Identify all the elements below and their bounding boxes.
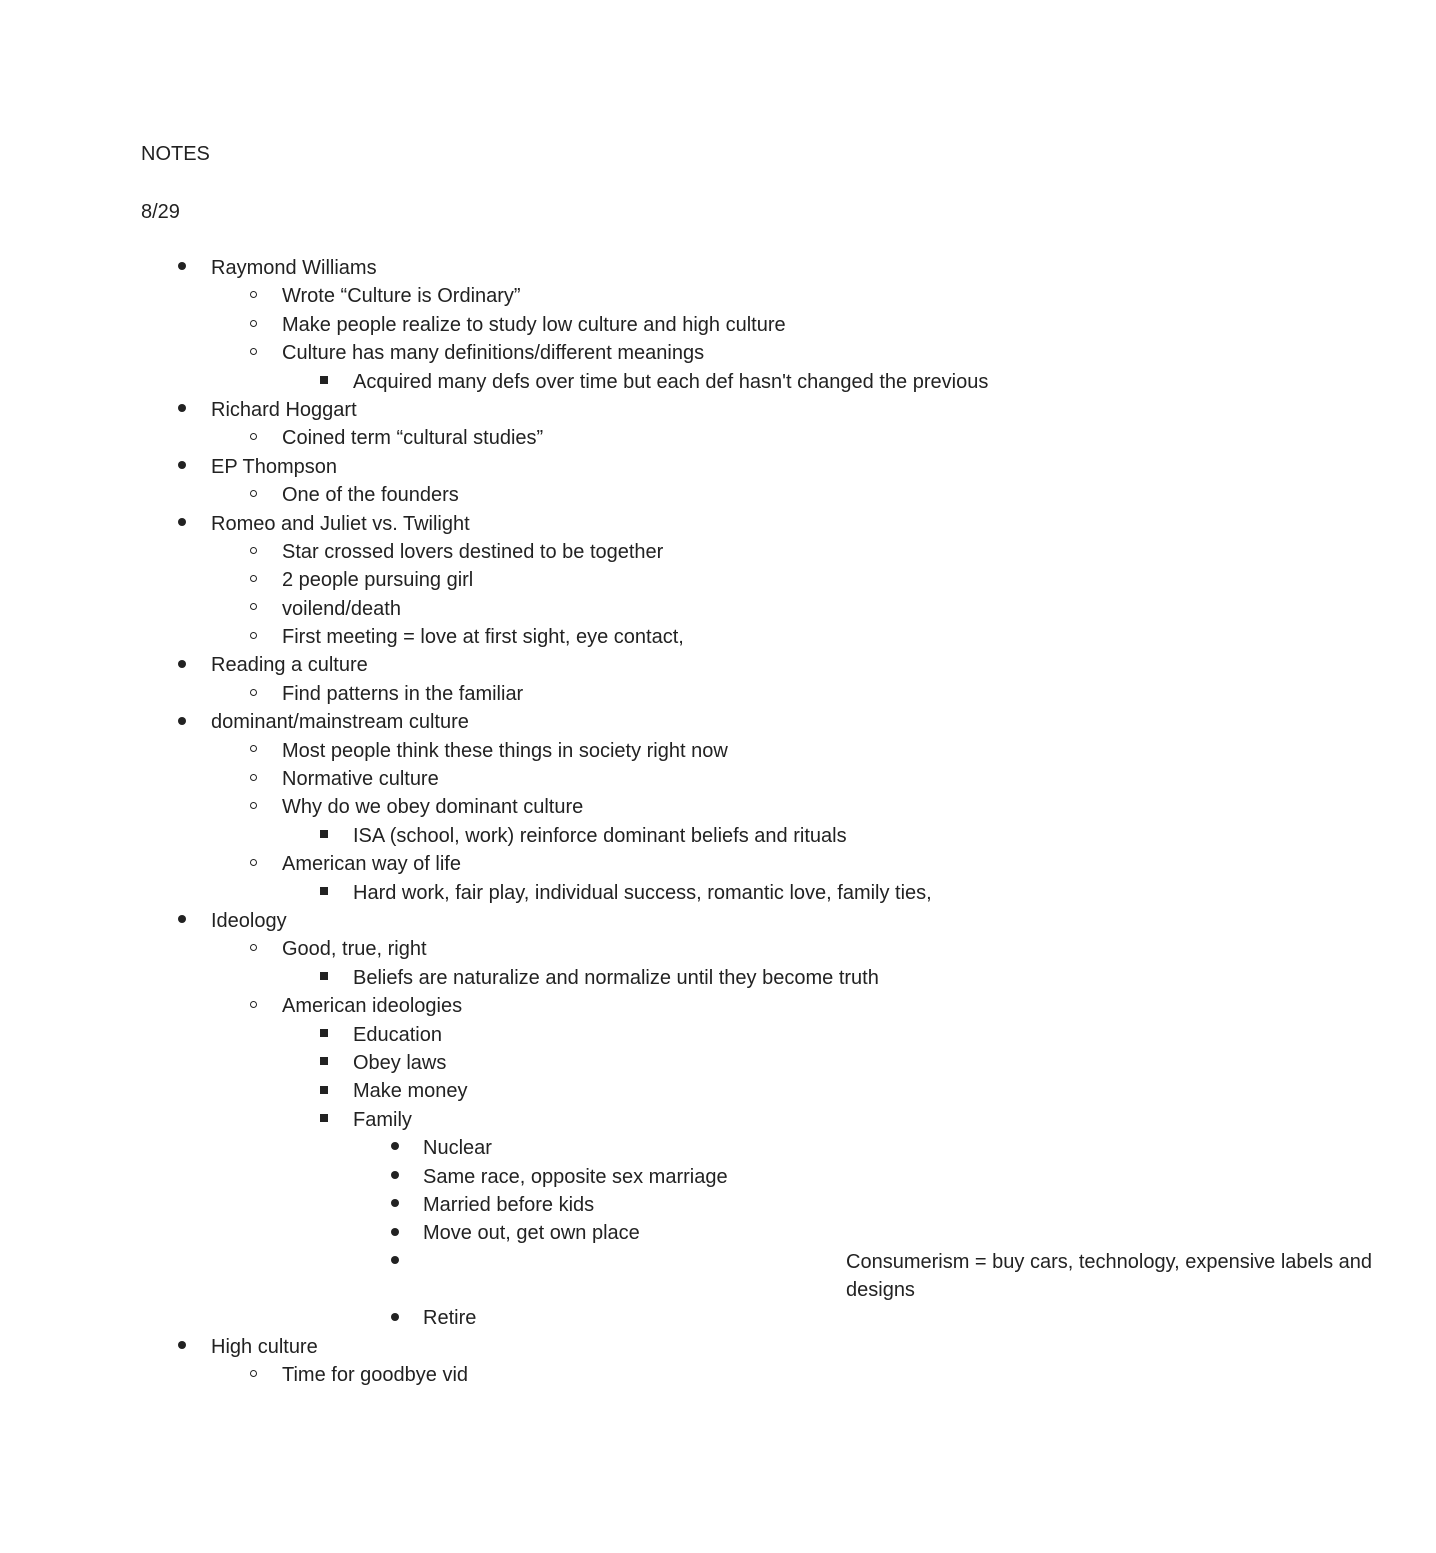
list-item (0, 311, 1200, 339)
list-item-text: Coined term “cultural studies” (282, 427, 544, 450)
list-item (0, 1191, 1200, 1219)
list-item (0, 538, 1200, 566)
hollow-bullet-icon (243, 935, 263, 963)
list-item (0, 1248, 1373, 1305)
square-bullet-icon (314, 1021, 334, 1049)
filled-bullet-icon (172, 510, 192, 538)
list-item (0, 822, 1200, 850)
filled-bullet-icon (385, 1163, 405, 1191)
list-item (0, 765, 1200, 793)
list-item-text: Retire (423, 1307, 477, 1330)
list-item (0, 481, 1200, 509)
hollow-bullet-icon (243, 623, 263, 651)
list-item-text: Make money (353, 1080, 468, 1103)
list-item-text: Beliefs are naturalize and normalize until they become truth (353, 966, 879, 989)
hollow-bullet-icon (243, 680, 263, 708)
list-item (0, 424, 1200, 452)
hollow-bullet-icon (243, 282, 263, 310)
hollow-bullet-icon (243, 339, 263, 367)
list-item-text: First meeting = love at first sight, eye contact, (282, 626, 684, 649)
hollow-bullet-icon (243, 1361, 263, 1389)
list-item-text: ISA (school, work) reinforce dominant beliefs and rituals (353, 824, 847, 847)
list-item-text: Same race, opposite sex marriage (423, 1165, 728, 1188)
list-item-text: Ideology (211, 909, 287, 932)
square-bullet-icon (314, 1077, 334, 1105)
list-item-text: Time for goodbye vid (282, 1364, 469, 1387)
list-item (0, 1304, 1200, 1332)
list-item-text: Make people realize to study low culture and high culture (282, 313, 786, 336)
square-bullet-icon (314, 1049, 334, 1077)
list-item (0, 1219, 1200, 1247)
list-item-text: Married before kids (423, 1193, 595, 1216)
list-item-text: Star crossed lovers destined to be together (282, 540, 664, 563)
list-item-text: Romeo and Juliet vs. Twilight (211, 512, 470, 535)
hollow-bullet-icon (243, 566, 263, 594)
list-item (0, 1163, 1200, 1191)
list-item-text: Richard Hoggart (211, 398, 357, 421)
list-item (0, 254, 1200, 282)
list-item-text: Good, true, right (282, 938, 427, 961)
list-item (0, 623, 1200, 651)
list-item-text: EP Thompson (211, 455, 338, 478)
list-item (0, 396, 1200, 424)
note-date: 8/29 (141, 201, 180, 223)
list-item-text: 2 people pursuing girl (282, 569, 474, 592)
list-item (0, 368, 1200, 396)
list-item-text: voilend/death (282, 597, 401, 620)
list-item (0, 595, 1200, 623)
list-item-text: Obey laws (353, 1051, 447, 1074)
list-item (0, 850, 1200, 878)
list-item-text: American ideologies (282, 995, 463, 1018)
list-item (0, 737, 1200, 765)
hollow-bullet-icon (243, 311, 263, 339)
page-title: NOTES (141, 143, 210, 165)
square-bullet-icon (314, 822, 334, 850)
filled-bullet-icon (385, 1304, 405, 1332)
notes-list (0, 254, 1373, 1390)
hollow-bullet-icon (243, 538, 263, 566)
list-item-text: Education (353, 1023, 442, 1046)
square-bullet-icon (314, 368, 334, 396)
list-item (0, 1077, 1200, 1105)
filled-bullet-icon (172, 453, 192, 481)
list-item (0, 907, 1200, 935)
list-item (0, 1049, 1200, 1077)
filled-bullet-icon (172, 651, 192, 679)
list-item (0, 992, 1200, 1020)
filled-bullet-icon (172, 254, 192, 282)
filled-bullet-icon (385, 1248, 405, 1276)
list-item-text: American way of life (282, 853, 461, 876)
filled-bullet-icon (172, 396, 192, 424)
hollow-bullet-icon (243, 481, 263, 509)
list-item-text: Consumerism = buy cars, technology, expensive labels and designs (846, 1250, 1373, 1302)
list-item (0, 1106, 1200, 1134)
list-item (0, 566, 1200, 594)
list-item (0, 1361, 1200, 1389)
hollow-bullet-icon (243, 793, 263, 821)
filled-bullet-icon (385, 1134, 405, 1162)
list-item (0, 282, 1200, 310)
filled-bullet-icon (172, 1333, 192, 1361)
hollow-bullet-icon (243, 765, 263, 793)
list-item-text: Why do we obey dominant culture (282, 796, 584, 819)
hollow-bullet-icon (243, 850, 263, 878)
list-item-text: Raymond Williams (211, 257, 377, 279)
square-bullet-icon (314, 879, 334, 907)
list-item (0, 680, 1200, 708)
hollow-bullet-icon (243, 737, 263, 765)
list-item (0, 1021, 1200, 1049)
hollow-bullet-icon (243, 595, 263, 623)
list-item-text: dominant/mainstream culture (211, 711, 469, 734)
list-item-text: One of the founders (282, 484, 459, 507)
filled-bullet-icon (172, 708, 192, 736)
filled-bullet-icon (385, 1191, 405, 1219)
list-item-text: Hard work, fair play, individual success, romantic love, family ties, (353, 881, 932, 904)
list-item (0, 1333, 1200, 1361)
list-item (0, 510, 1200, 538)
list-item (0, 708, 1200, 736)
filled-bullet-icon (172, 907, 192, 935)
list-item-text: Acquired many defs over time but each def hasn't changed the previous (353, 370, 989, 393)
list-item (0, 651, 1200, 679)
list-item-text: Move out, get own place (423, 1222, 640, 1245)
list-item (0, 1134, 1200, 1162)
list-item (0, 879, 1200, 907)
hollow-bullet-icon (243, 424, 263, 452)
list-item (0, 793, 1200, 821)
list-item (0, 339, 1200, 367)
list-item-text: Most people think these things in society right now (282, 739, 728, 762)
list-item-text: Wrote “Culture is Ordinary” (282, 285, 521, 308)
list-item (0, 964, 1200, 992)
list-item-text: Reading a culture (211, 654, 368, 677)
square-bullet-icon (314, 1106, 334, 1134)
list-item-text: Find patterns in the familiar (282, 682, 524, 705)
hollow-bullet-icon (243, 992, 263, 1020)
square-bullet-icon (314, 964, 334, 992)
filled-bullet-icon (385, 1219, 405, 1247)
list-item-text: Normative culture (282, 768, 439, 791)
list-item-text: Nuclear (423, 1137, 492, 1160)
list-item (0, 935, 1200, 963)
list-item-text: Family (353, 1108, 412, 1131)
list-item-text: High culture (211, 1335, 318, 1358)
list-item-text: Culture has many definitions/different meanings (282, 342, 705, 365)
list-item (0, 453, 1200, 481)
